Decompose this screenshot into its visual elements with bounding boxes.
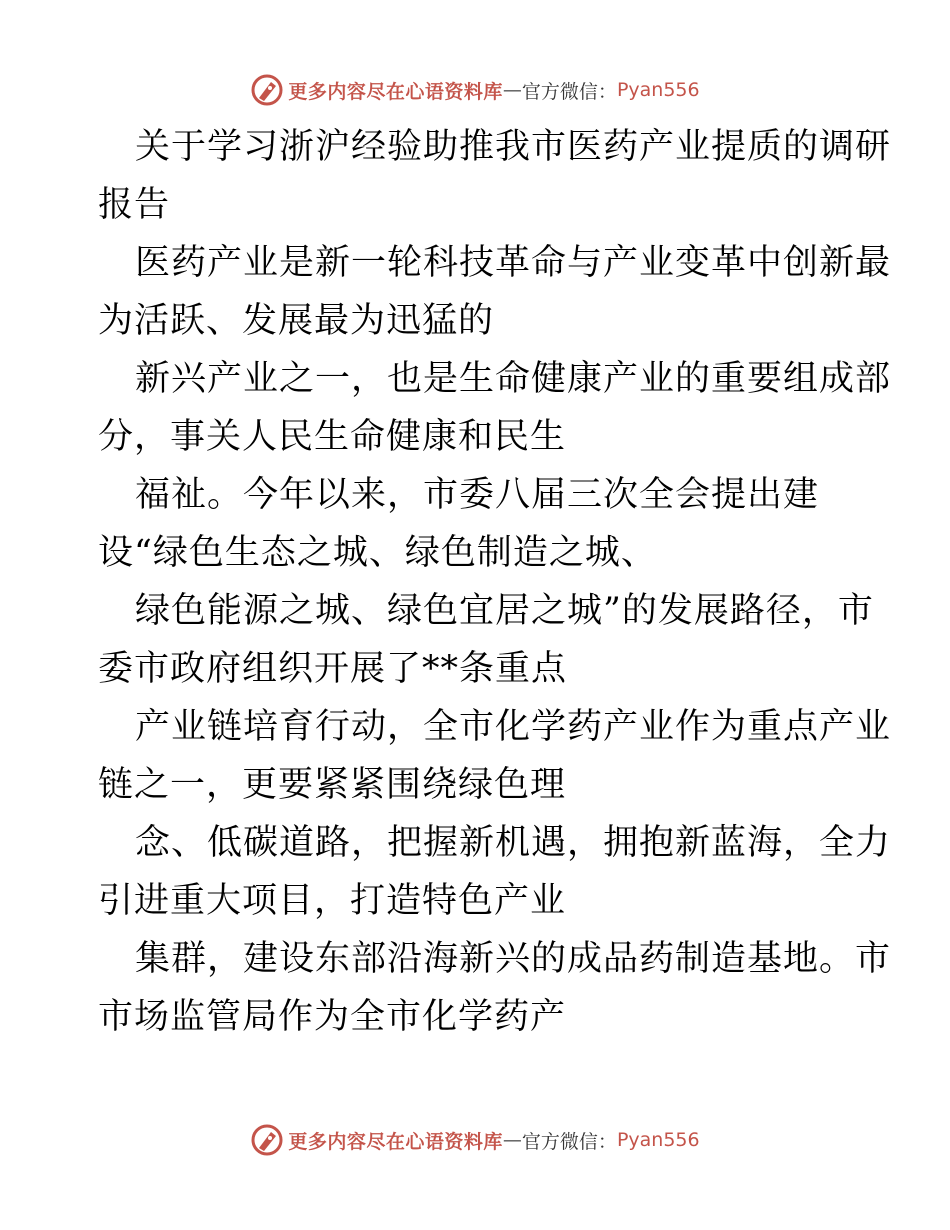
text-line: 关于学习浙沪经验助推我市医药产业提质的调研: [135, 127, 892, 167]
pen-nib-icon: [250, 1123, 284, 1157]
text-line: 市场监管局作为全市化学药产: [98, 997, 567, 1037]
header-watermark: [0, 70, 950, 110]
text-line: 引进重大项目，打造特色产业: [98, 881, 567, 921]
watermark-brand: 更多内容尽在心语资料库: [288, 80, 503, 103]
text-line: 集群，建设东部沿海新兴的成品药制造基地。市: [135, 939, 892, 979]
text-line: 医药产业是新一轮科技革命与产业变革中创新最: [135, 243, 892, 283]
text-line: 报告: [98, 185, 171, 225]
watermark-wechat-id: Pyan556: [616, 79, 700, 101]
watermark-wechat-id: Pyan556: [616, 1129, 700, 1151]
watermark-label: 官方微信：: [521, 80, 617, 103]
watermark-separator: —: [502, 1129, 522, 1151]
watermark-separator: —: [502, 79, 522, 101]
text-line: 福祉。今年以来，市委八届三次全会提出建: [135, 475, 820, 515]
text-line: 链之一，更要紧紧围绕绿色理: [98, 765, 567, 805]
text-line: 分，事关人民生命健康和民生: [98, 417, 567, 457]
text-line: 委市政府组织开展了**条重点: [98, 649, 568, 689]
text-line: 绿色能源之城、绿色宜居之城”的发展路径，市: [135, 591, 874, 631]
text-line: 设“绿色生态之城、绿色制造之城、: [98, 533, 657, 573]
text-line: 新兴产业之一，也是生命健康产业的重要组成部: [135, 359, 892, 399]
watermark-label: 官方微信：: [521, 1130, 617, 1153]
watermark-brand: 更多内容尽在心语资料库: [288, 1130, 503, 1153]
document-body: [98, 118, 892, 1046]
text-line: 为活跃、发展最为迅猛的: [98, 301, 495, 341]
text-line: 产业链培育行动，全市化学药产业作为重点产业: [135, 707, 892, 747]
footer-watermark: [0, 1120, 950, 1160]
pen-nib-icon: [250, 73, 284, 107]
text-line: 念、低碳道路，把握新机遇，拥抱新蓝海，全力: [135, 823, 892, 863]
